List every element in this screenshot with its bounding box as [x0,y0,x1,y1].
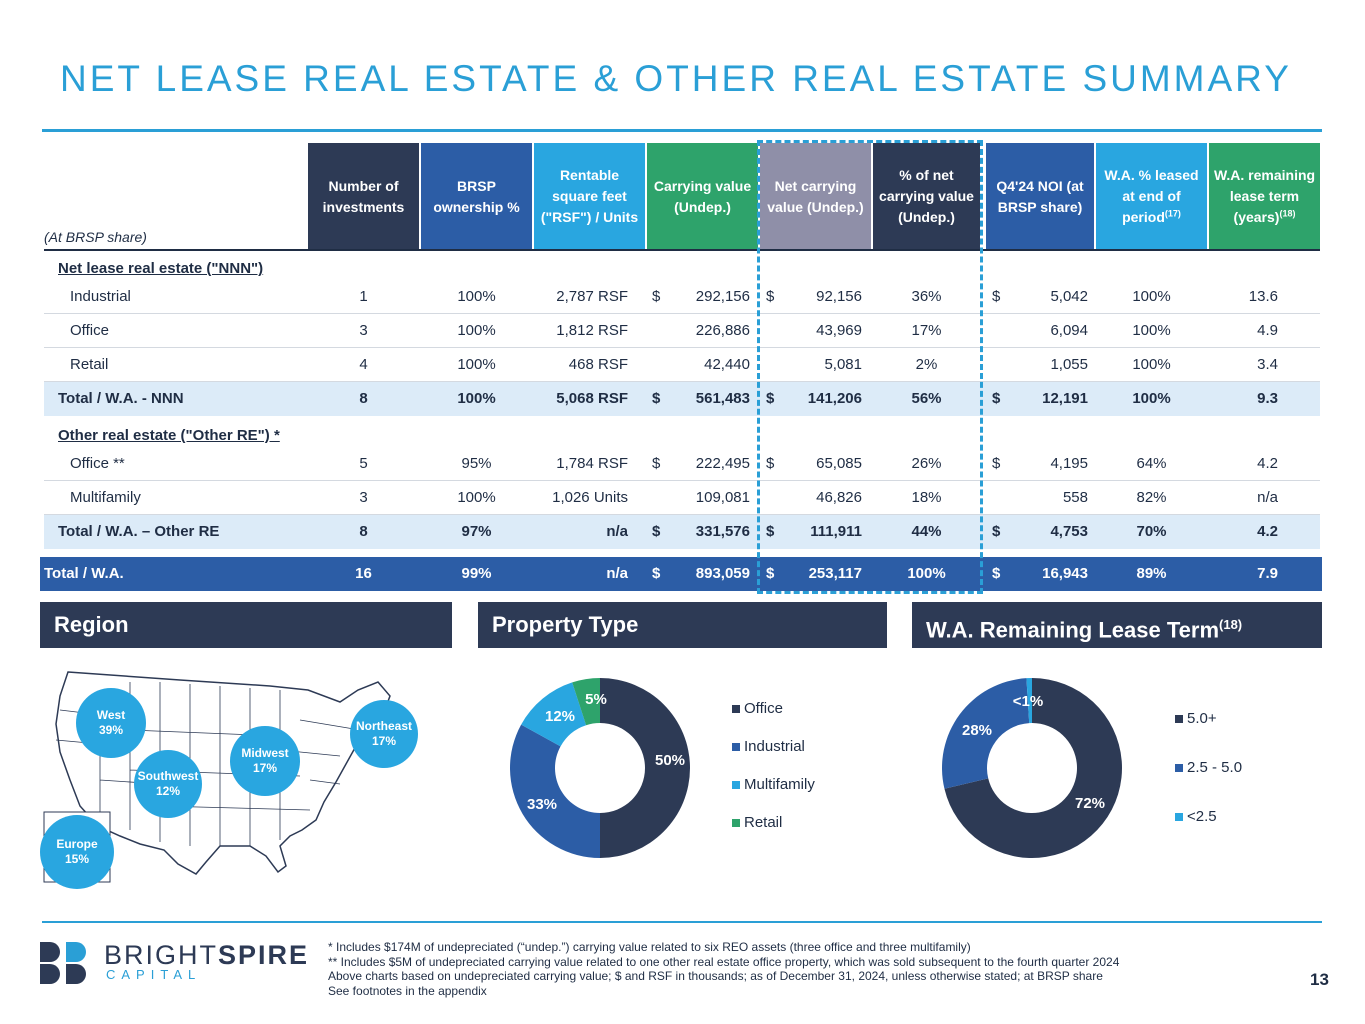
cell-label: Retail [70,356,109,373]
donut-data-label: <1% [1012,693,1044,710]
table-row-office [44,314,1320,348]
header-wa-leased: W.A. % leased at end of period$^{(17)}$ [1096,143,1207,250]
header-net-carrying-value: Net carrying value (Undep.) [760,143,871,250]
header-noi: Q4'24 NOI (at BRSP share) [986,143,1094,250]
cell-pct: 17% [911,322,942,339]
property-type-donut-chart [500,668,700,868]
cell-noi: 1,055 [1050,356,1088,373]
cell-label: Total / W.A. [44,565,124,582]
legend-item-5-0 [1175,710,1217,727]
donut-data-label: 33% [526,796,558,813]
page-number: 13 [1310,970,1329,989]
cell-ncv: 5,081 [824,356,862,373]
cell-noi: 12,191 [1042,390,1088,407]
cell-cv: 226,886 [695,322,750,339]
cell-n: 8 [359,523,368,540]
cell-term: 7.9 [1257,565,1278,582]
cell-own: 95% [461,455,492,472]
footnote-3: Above charts based on undepreciated carrying value; $ and RSF in thousands; as of December 31, 2024, unless otherwise stated; at BRSP share [328,969,1103,983]
lease-term-title-bar: W.A. Remaining Lease Term$^{(18)}$ [912,602,1322,648]
cell-rsf: 5,068 RSF [556,390,628,407]
cell-label: Multifamily [70,489,141,506]
cell-noi-sign: $ [992,288,1001,305]
cell-n: 3 [359,322,368,339]
cell-pct: 44% [911,523,942,540]
cell-n: 5 [359,455,368,472]
cell-label: Industrial [70,288,131,305]
cell-ncv-sign: $ [766,455,775,472]
property-type-title-bar: Property Type [478,602,887,648]
cell-term: 9.3 [1257,390,1278,407]
cell-n: 3 [359,489,368,506]
section-other-re [44,419,1320,453]
legend-label: 5.0+ [1187,710,1217,727]
logo-subtitle: CAPITAL [106,967,202,982]
cell-term: 4.9 [1257,322,1278,339]
cell-term: 4.2 [1257,523,1278,540]
cell-leased: 82% [1136,489,1167,506]
cell-noi: 16,943 [1042,565,1088,582]
page-title: NET LEASE REAL ESTATE & OTHER REAL ESTATE SUMMARY [60,58,1292,99]
cell-pct: 18% [911,489,942,506]
cell-leased: 100% [1132,356,1171,373]
donut-data-label: 72% [1074,795,1106,812]
region-bubble-west: West 39% [76,688,146,758]
cell-ncv-sign: $ [766,390,775,407]
legend-label: Multifamily [744,776,815,793]
cell-noi-sign: $ [992,455,1001,472]
legend-item-industrial [732,738,805,755]
header-number-of-investments: Number of investments [308,143,419,250]
legend-swatch [732,781,740,789]
cell-rsf: n/a [606,523,628,540]
region-bubble-northeast: Northeast 17% [350,700,418,768]
cell-term: 4.2 [1257,455,1278,472]
cell-label: Office [70,322,109,339]
cell-pct: 26% [911,455,942,472]
legend-item-office [732,700,783,717]
logo-wordmark: BRIGHTSPIRE [104,940,310,970]
table-row-retail [44,348,1320,382]
cell-label: Total / W.A. - NNN [58,390,184,407]
cell-cv: 109,081 [695,489,750,506]
cell-cv: 331,576 [695,523,750,540]
cell-noi: 6,094 [1050,322,1088,339]
cell-n: 4 [359,356,368,373]
table-row-grand-total [40,557,1322,591]
cell-ncv-sign: $ [766,565,775,582]
header-wa-lease-term: W.A. remaining lease term (years)$^{(18)}$ [1209,143,1320,250]
cell-term: n/a [1257,489,1278,506]
cell-noi: 558 [1062,489,1088,506]
cell-own: 100% [457,356,496,373]
cell-own: 97% [461,523,492,540]
bottom-rule [42,921,1322,923]
table-row-total-nnn [44,382,1320,416]
cell-cv: 893,059 [695,565,750,582]
cell-leased: 89% [1136,565,1167,582]
cell-n: 1 [359,288,368,305]
cell-leased: 64% [1136,455,1167,472]
legend-swatch [1175,813,1183,821]
cell-leased: 100% [1132,390,1171,407]
legend-label: Industrial [744,738,805,755]
legend-item-multifamily [732,776,815,793]
cell-rsf: n/a [606,565,628,582]
cell-ncv: 111,911 [810,523,862,540]
region-title-bar: Region [40,602,452,648]
legend-item-retail [732,814,782,831]
cell-own: 99% [461,565,492,582]
cell-leased: 100% [1132,288,1171,305]
cell-leased: 70% [1136,523,1167,540]
donut-slice-industrial [510,725,600,858]
legend-item-2-5-5-0 [1175,759,1242,776]
cell-cv-sign: $ [652,288,661,305]
cell-pct: 2% [915,356,938,373]
cell-ncv-sign: $ [766,523,775,540]
legend-swatch [1175,715,1183,723]
section-other-re-label: Other real estate ("Other RE") * [58,427,280,444]
cell-n: 8 [359,390,368,407]
brightspire-logo-mark [40,942,88,984]
cell-noi-sign: $ [992,565,1001,582]
table-row-industrial [44,280,1320,314]
cell-label: Office ** [70,455,125,472]
cell-noi-sign: $ [992,390,1001,407]
region-bubble-midwest: Midwest 17% [230,726,300,796]
cell-cv-sign: $ [652,565,661,582]
footnotes [328,940,1119,998]
header-pct-net-carrying: % of net carrying value (Undep.) [873,143,980,250]
cell-noi: 4,195 [1050,455,1088,472]
cell-pct: 56% [911,390,942,407]
cell-own: 100% [457,322,496,339]
cell-ncv: 141,206 [807,390,862,407]
cell-ncv: 92,156 [816,288,862,305]
cell-cv: 292,156 [695,288,750,305]
legend-label: Office [744,700,783,717]
legend-swatch [732,705,740,713]
legend-label: 2.5 - 5.0 [1187,759,1243,776]
cell-cv-sign: $ [652,523,661,540]
cell-n: 16 [355,565,372,582]
cell-ncv: 43,969 [816,322,862,339]
cell-rsf: 1,812 RSF [556,322,628,339]
cell-own: 100% [457,288,496,305]
cell-own: 100% [457,390,496,407]
header-divider [44,249,1320,251]
cell-pct: 100% [907,565,946,582]
at-share-label: (At BRSP share) [44,229,147,245]
cell-label: Total / W.A. – Other RE [58,523,220,540]
header-brsp-ownership: BRSP ownership % [421,143,532,250]
legend-label: Retail [744,814,783,831]
cell-leased: 100% [1132,322,1171,339]
legend-swatch [732,743,740,751]
cell-cv: 222,495 [695,455,750,472]
legend-swatch [1175,764,1183,772]
cell-rsf: 468 RSF [568,356,628,373]
donut-data-label: 12% [544,708,576,725]
region-bubble-southwest: Southwest 12% [134,750,202,818]
header-rsf-units: Rentable square feet ("RSF") / Units [534,143,645,250]
cell-own: 100% [457,489,496,506]
cell-noi-sign: $ [992,523,1001,540]
region-bubble-europe: Europe 15% [40,815,114,889]
cell-noi: 5,042 [1050,288,1088,305]
legend-item-2-5 [1175,808,1217,825]
cell-cv-sign: $ [652,390,661,407]
lease-term-donut-chart [932,668,1132,868]
footnote-4: See footnotes in the appendix [328,983,487,998]
cell-ncv: 253,117 [808,565,862,582]
footnote-1: * Includes $174M of undepreciated (“undep.”) carrying value related to six REO assets (three office and three multifamily) [328,940,971,954]
legend-label: <2.5 [1187,808,1217,825]
top-rule [42,129,1322,132]
cell-ncv-sign: $ [766,288,775,305]
cell-rsf: 1,784 RSF [556,455,628,472]
table-row-total-other [44,515,1320,549]
cell-term: 3.4 [1257,356,1278,373]
cell-noi: 4,753 [1050,523,1088,540]
donut-data-label: 5% [585,691,607,708]
cell-ncv: 46,826 [816,489,862,506]
cell-pct: 36% [911,288,942,305]
cell-rsf: 2,787 RSF [556,288,628,305]
table-row-multifamily [44,481,1320,515]
cell-cv: 561,483 [695,390,750,407]
legend-swatch [732,819,740,827]
footnote-2: ** Includes $5M of undepreciated carrying value related to one other real estate office property, which was sold subsequent to the fourth quarter 2024 [328,954,1120,969]
cell-term: 13.6 [1248,288,1278,305]
header-carrying-value: Carrying value (Undep.) [647,143,758,250]
cell-cv: 42,440 [704,356,750,373]
donut-data-label: 28% [961,722,993,739]
cell-ncv: 65,085 [816,455,862,472]
cell-rsf: 1,026 Units [552,489,628,506]
donut-data-label: 50% [654,752,686,769]
section-nnn-label: Net lease real estate ("NNN") [58,260,264,277]
cell-cv-sign: $ [652,455,661,472]
